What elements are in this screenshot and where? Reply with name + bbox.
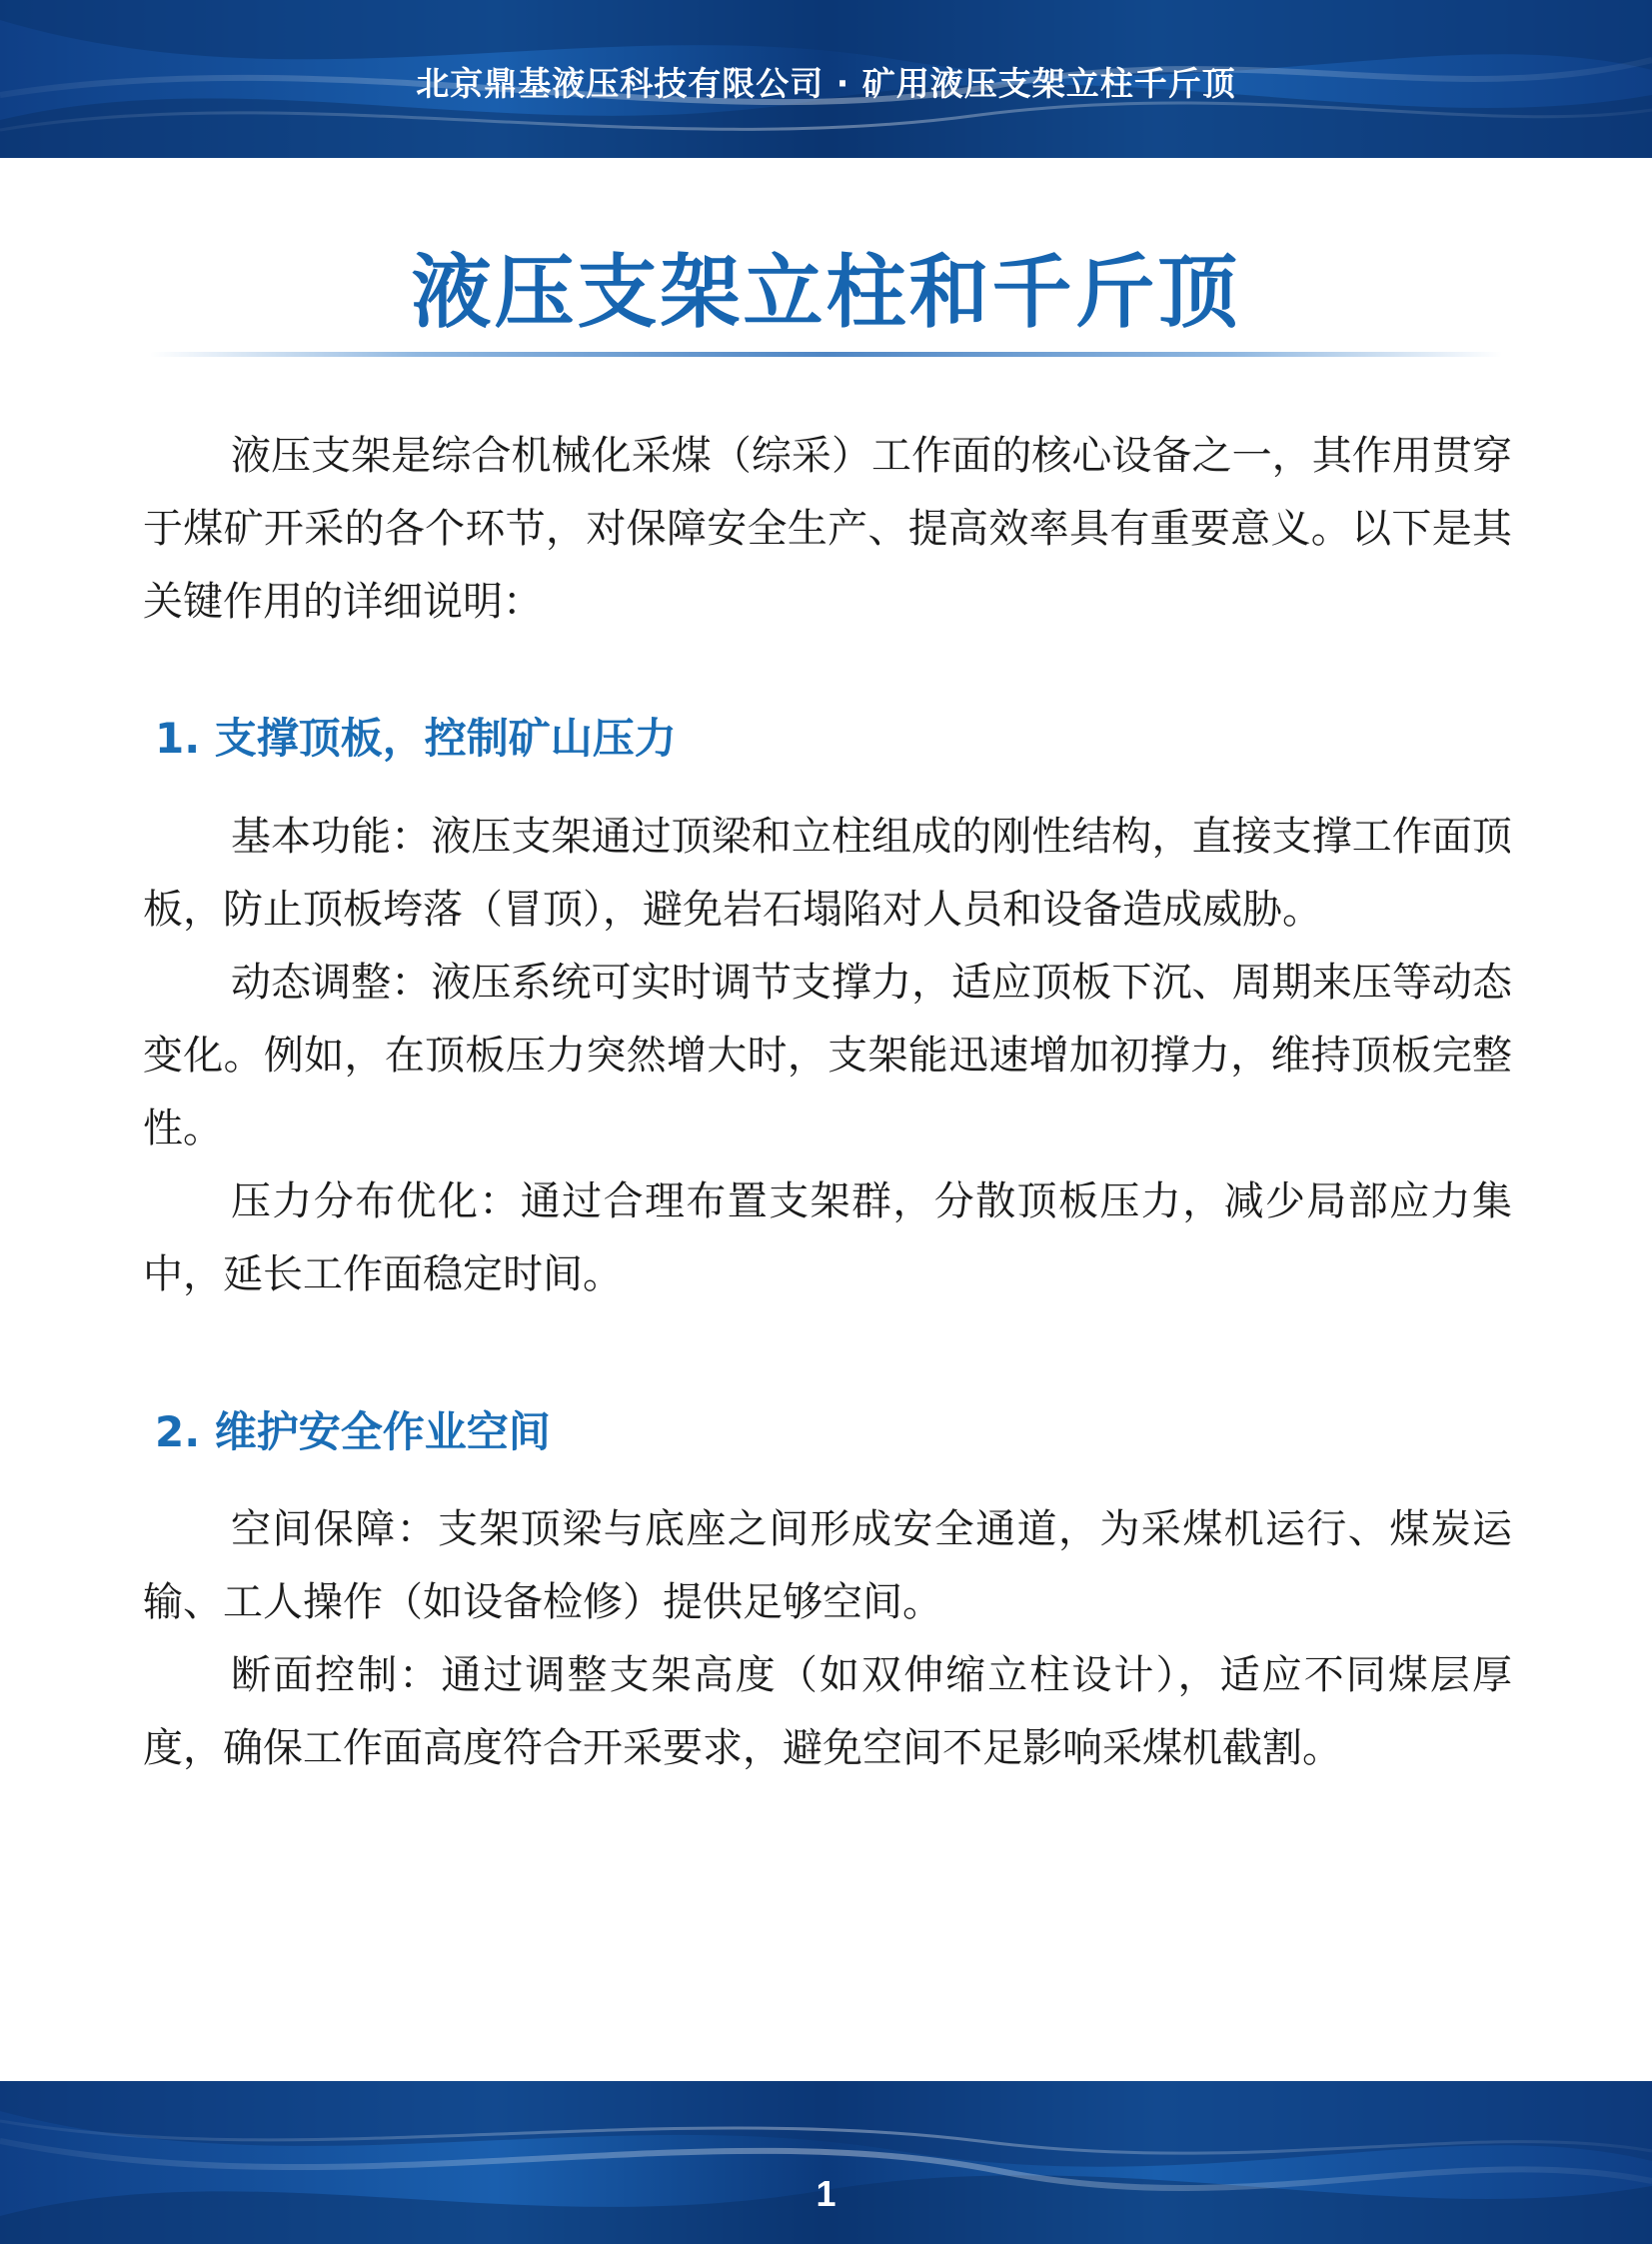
intro-paragraph: 液压支架是综合机械化采煤（综采）工作面的核心设备之一，其作用贯穿于煤矿开采的各个环节，对保障安全生产、提高效率具有重要意义。以下是其关键作用的详细说明： [143, 433, 1512, 625]
section-2-paragraph-1: 空间保障：支架顶梁与底座之间形成安全通道，为采煤机运行、煤炭运输、工人操作（如设备检修）提供足够空间。 [143, 1506, 1512, 1625]
footer-band [0, 2081, 1652, 2244]
header-company-text: 北京鼎基液压科技有限公司 · 矿用液压支架立柱千斤顶 [416, 64, 1236, 103]
section-1-paragraph-2: 动态调整：液压系统可实时调节支撑力，适应顶板下沉、周期来压等动态变化。例如，在顶板压力突然增大时，支架能迅速增加初撑力，维持顶板完整性。 [143, 960, 1512, 1151]
section-heading-2: 2. 维护安全作业空间 [155, 1407, 551, 1456]
footer-wave-decoration [0, 2081, 1652, 2244]
page-number: 1 [816, 2173, 836, 2214]
header-band [0, 0, 1652, 158]
section-1-paragraph-3: 压力分布优化：通过合理布置支架群，分散顶板压力，减少局部应力集中，延长工作面稳定时间。 [143, 1178, 1512, 1297]
section-1-paragraph-1: 基本功能：液压支架通过顶梁和立柱组成的刚性结构，直接支撑工作面顶板，防止顶板垮落（冒顶），避免岩石塌陷对人员和设备造成威胁。 [143, 814, 1512, 933]
page-title: 液压支架立柱和千斤顶 [411, 245, 1241, 339]
section-2-paragraph-2: 断面控制：通过调整支架高度（如双伸缩立柱设计），适应不同煤层厚度，确保工作面高度符合开采要求，避免空间不足影响采煤机截割。 [143, 1652, 1512, 1771]
title-divider [150, 352, 1502, 357]
section-heading-1: 1. 支撑顶板，控制矿山压力 [155, 714, 677, 763]
